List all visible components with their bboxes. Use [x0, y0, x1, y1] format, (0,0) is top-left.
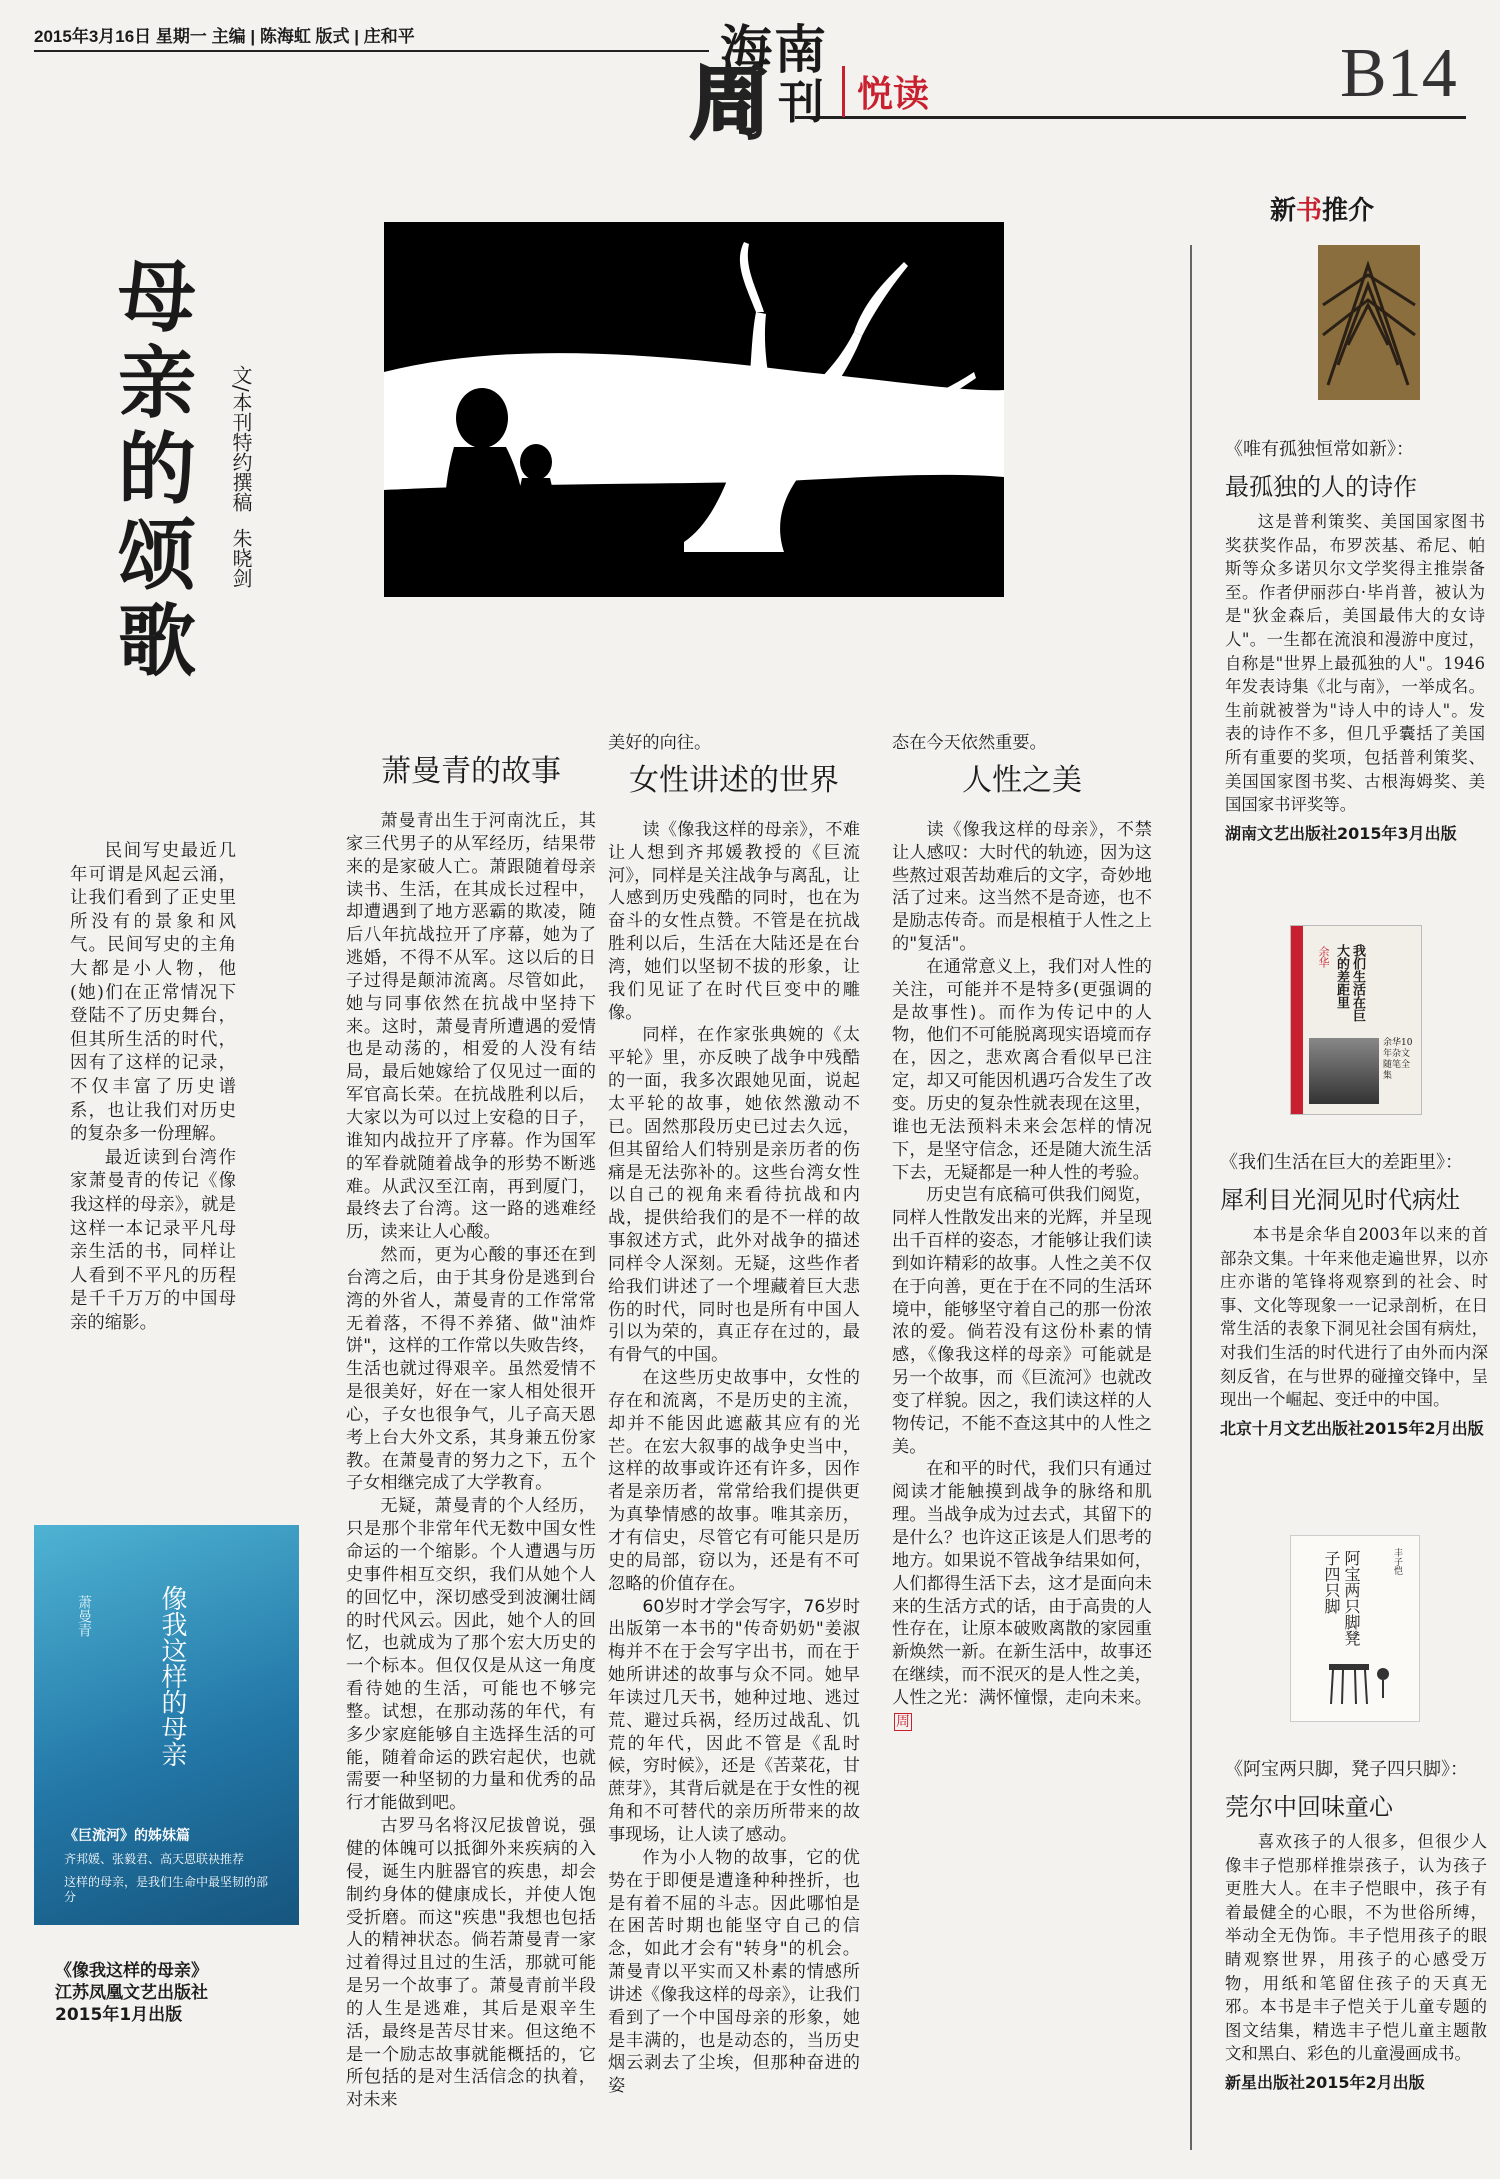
book-description: 这是普利策奖、美国国家图书奖获奖作品，布罗茨基、希尼、帕斯等众多诺贝尔文学奖得主推崇备至。作者伊丽莎白·毕肖普，被认为是"狄金森后，美国最伟大的女诗人"。一生都在流浪和漫游中度过，自称是"世界上最孤独的人"。1946年发表诗集《北与南》，一举成名。生前就被誉为"诗人中的诗人"。发表的诗作不多，但几乎囊括了美国所有重要的奖项，包括普利策奖、美国国家图书奖、古根海姆奖、美国国家书评奖等。 [1225, 512, 1485, 815]
book-subtitle: 莞尔中回味童心 [1225, 1793, 1393, 1821]
cover-title: 阿宝两只脚凳子四只脚 [1322, 1550, 1361, 1646]
body-text: 在和平的时代，我们只有通过阅读才能触摸到战争的脉络和肌理。当战争成为过去式，其留下的是什么？也许这正该是人们思考的地方。如果说不管战争结果如何，人们都得生活下去，这才是面向未来的生活方式的话，由于高贵的人性存在，让原本破败离散的家园重新焕然一新。在新生活中，故事还在继续，而不泯灭的是人性之美，人性之光：满怀憧憬，走向未来。 [892, 1459, 1152, 1708]
sidebar-divider [1190, 245, 1192, 2150]
book-name: 《阿宝两只脚，凳子四只脚》： [1225, 1759, 1468, 1780]
brand-kan: 刊 [778, 75, 824, 129]
heading-xin: 新 [1270, 196, 1297, 226]
article-title: 母亲的颂歌 [118, 253, 197, 687]
book-cover-poetry [1318, 245, 1420, 400]
body-paragraph: 无疑，萧曼青的个人经历，只是那个非常年代无数中国女性命运的一个缩影。个人遭遇与历史事件相互交织，我们从她个人的回忆中，深切感受到波澜壮阔的时代风云。因此，她个人的回忆，也就成为了那个宏大历史的一个标本。但仅仅是从这一角度看待她的生活，可能也不够完整。试想，在那动荡的年代，有多少家庭能够自主选择生活的可能，随着命运的跌宕起伏，也就需要一种坚韧的力量和优秀的品行才能做到吧。 [346, 1496, 596, 1814]
page-number: B14 [1340, 35, 1457, 112]
cover-author: 余华 [1317, 946, 1330, 968]
continued-text: 美好的向往。 [608, 733, 712, 753]
book-item-poetry [1225, 435, 1485, 844]
cover-title: 像我这样的母亲 [157, 1585, 187, 1767]
book-item-childhood [1225, 1755, 1487, 2093]
body-paragraph: 萧曼青出生于河南沈丘，其家三代男子的从军经历，结果带来的是家破人亡。萧跟随着母亲读书、生活，在其成长过程中，却遭遇到了地方恶霸的欺凌，随后八年抗战拉开了序幕，她为了逃婚，不得不从军。这以后的日子过得是颠沛流离。尽管如此，她与同事依然在抗战中坚持下来。这时，萧曼青所遭遇的爱情也是动荡的，相爱的人没有结局，最后她嫁给了仅见过一面的军官高长荣。在抗战胜利以后，大家以为可以过上安稳的日子，谁知内战拉开了序幕。作为国军的军眷就随着战争的形势不断逃难。从武汉至江南，再到厦门，最终去了台湾。这一路的逃难经历，读来让人心酸。 [346, 811, 596, 1243]
main-book-caption [55, 1960, 208, 2026]
new-books-heading [1270, 190, 1374, 227]
issue-date-line: 2015年3月16日 星期一 主编 | 陈海虹 版式 | 庄和平 [34, 27, 415, 46]
caption-line: 江苏凤凰文艺出版社 [55, 1983, 208, 2003]
heading-shu: 书 [1296, 196, 1323, 226]
body-paragraph: 历史岂有底稿可供我们阅览，同样人性散发出来的光辉，并呈现出千百样的姿态，才能够让我们读到如许精彩的故事。人性之美不仅在于向善，更在于在不同的生活环境中，能够坚守着自己的那一份浓浓的爱。倘若没有这份朴素的情感，《像我这样的母亲》可能就是另一个故事，而《巨流河》也就改变了样貌。因之，我们读这样的人物传记，不能不查这其中的人性之美。 [892, 1185, 1152, 1457]
body-paragraph: 在通常意义上，我们对人性的关注，可能并不是特多(更强调的是故事性)。而作为传记中的人物，他们不可能脱离现实语境而存在，因之，悲欢离合看似早已注定，却又可能因机遇巧合发生了改变。历史的复杂性就表现在这里，谁也无法预料未来会怎样的情况下，是坚守信念，还是随大流生活下去，无疑都是一种人性的考验。 [892, 956, 1152, 1183]
body-paragraph: 在这些历史故事中，女性的存在和流离，不是历史的主流，却并不能因此遮蔽其应有的光芒。在宏大叙事的战争史当中，这样的故事或许还有许多，因作者是亲历者，常常给我们提供更为真挚情感的故事。唯其亲历，才有信史，尽管它有可能只是历史的局部，窃以为，还是有不可忽略的价值存在。 [608, 1368, 860, 1594]
book-publisher: 北京十月文艺出版社2015年2月出版 [1220, 1418, 1484, 1438]
body-paragraph [892, 1458, 1152, 1733]
article-column-2 [608, 732, 860, 2098]
body-paragraph: 然而，更为心酸的事还在到台湾之后，由于其身份是逃到台湾的外省人，萧曼青的工作常常无着落，不得不养猪、做"油炸饼"，这样的工作常以失败告终，生活也就过得艰辛。虽然爱情不是很美好，好在一家人相处很开心，子女也很争气，儿子高天恩考上台大外文系，其身兼五份家教。在萧曼青的努力之下，五个子女相继完成了大学教育。 [346, 1245, 596, 1494]
brand-zhou: 周 [690, 57, 770, 150]
cover-author: 丰子恺 [1392, 1548, 1402, 1575]
continued-text: 态在今天依然重要。 [892, 733, 1047, 753]
article-column-1 [346, 746, 596, 2112]
heading-tail: 推介 [1322, 196, 1375, 226]
cover-note: 余华10年杂文随笔全集 [1383, 1038, 1413, 1081]
body-paragraph: 读《像我这样的母亲》，不禁让人感叹：大时代的轨迹，因为这些熬过艰苦劫难后的文字，奇妙地活了过来。这当然不是奇迹，也不是励志传奇。而是根植于人性之上的"复活"。 [892, 819, 1152, 955]
section-name: 悦读 [842, 66, 929, 117]
section-heading: 萧曼青的故事 [381, 754, 561, 789]
intro-paragraph: 最近读到台湾作家萧曼青的传记《像我这样的母亲》，就是这样一本记录平凡母亲生活的书，同样让人看到不平凡的历程是千千万万的中国母亲的缩影。 [70, 1147, 236, 1333]
byline [222, 355, 252, 588]
body-paragraph: 读《像我这样的母亲》，不难让人想到齐邦媛教授的《巨流河》，同样是关注战争与离乱，让人感到历史残酷的同时，也在为奋斗的女性点赞。不管是在抗战胜利以后，生活在大陆还是在台湾，她们以坚韧不拔的形象，让我们见证了在时代巨变中的雕像。 [608, 819, 860, 1023]
cover-tagline: 这样的母亲，是我们生命中最坚韧的部分 [64, 1875, 269, 1904]
mother-child-silhouette-photo [384, 222, 1004, 597]
book-name: 《唯有孤独恒常如新》： [1225, 439, 1414, 460]
caption-line: 《像我这样的母亲》 [55, 1961, 208, 1981]
book-publisher: 新星出版社2015年2月出版 [1225, 2072, 1425, 2092]
book-cover-childhood [1290, 1535, 1420, 1722]
byline-prefix: 文/本刊特约撰稿 [229, 365, 253, 512]
cover-sibling: 《巨流河》的姊妹篇 [64, 1828, 190, 1844]
cover-title: 我们生活在巨大的差距里 [1334, 944, 1365, 1022]
cover-photo [1309, 1038, 1379, 1104]
body-paragraph: 同样，在作家张典婉的《太平轮》里，亦反映了战争中残酷的一面，我多次跟她见面，说起太平轮的故事，她依然激动不已。固然那段历史已过去久远，但其留给人们特别是亲历者的伤痛是无法弥补的。这些台湾女性以自己的视角来看待抗战和内战，提供给我们的是不一样的故事叙述方式，此外对战争的描述同样令人深刻。无疑，这些作者给我们讲述了一个埋藏着巨大悲伤的时代，同时也是所有中国人引以为荣的，真正存在过的，最有骨气的中国。 [608, 1025, 860, 1366]
book-cover-main [34, 1525, 299, 1925]
book-description: 喜欢孩子的人很多，但很少人像丰子恺那样推崇孩子，认为孩子更胜大人。在丰子恺眼中，孩子有着最健全的心眼，不为世俗所缚，举动全无伪饰。丰子恺用孩子的眼睛观察世界，用孩子的心感受万物，用纸和笔留住孩子的天真无邪。本书是丰子恺关于儿童专题的图文结集，精选丰子恺儿童主题散文和黑白、彩色的儿童漫画成书。 [1225, 1832, 1487, 2064]
body-paragraph: 作为小人物的故事，它的优势在于即便是遭逢种种挫折，也是有着不屈的斗志。因此哪怕是在困苦时期也能坚守自己的信念，如此才会有"转身"的机会。萧曼青以平实而又朴素的情感所讲述《像我这样的母亲》，让我们看到了一个中国母亲的形象，她是丰满的，也是动态的，当历史烟云剥去了尘埃，但那种奋进的姿 [608, 1847, 860, 2097]
article-intro [70, 840, 236, 1335]
cover-author: 萧曼青 [76, 1595, 92, 1637]
book-subtitle: 犀利目光洞见时代病灶 [1220, 1186, 1460, 1214]
body-paragraph: 古罗马名将汉尼拔曾说，强健的体魄可以抵御外来疾病的入侵，诞生内脏器官的疾患，却会制约身体的健康成长，并使人饱受折磨。而这"疾患"我想也包括人的精神状态。倘若萧曼青一家过着得过且过的生活，那就可能是另一个故事了。萧曼青前半段的人生是逃难，其后是艰辛生活，最终是苦尽甘来。但这绝不是一个励志故事就能概括的，它所包括的是对生活信念的执着，对未来 [346, 1816, 596, 2111]
book-cover-gap [1290, 925, 1422, 1115]
end-mark: 周 [896, 1713, 910, 1730]
brand-hainan: 海南 [720, 21, 829, 81]
book-description: 本书是余华自2003年以来的首部杂文集。十年来他走遍世界，以亦庄亦谐的笔锋将观察到的社会、时事、文化等现象一一记录剖析，在日常生活的表象下洞见社会国有病灶，对我们生活的时代进行了由外而内深刻反省，在与世界的碰撞交锋中，呈现出一个崛起、变迁中的中国。 [1220, 1225, 1488, 1410]
child-stool-drawing [1309, 1654, 1399, 1712]
article-column-3 [892, 732, 1152, 1734]
masthead-rule [34, 50, 709, 52]
byline-author: 朱晓剑 [229, 528, 253, 589]
section-heading: 女性讲述的世界 [629, 762, 839, 798]
section-heading: 人性之美 [962, 762, 1082, 798]
book-publisher: 湖南文艺出版社2015年3月出版 [1225, 823, 1457, 843]
cover-spine [1291, 926, 1303, 1114]
body-paragraph: 60岁时才学会写字，76岁时出版第一本书的"传奇奶奶"姜淑梅并不在于会写字出书，而在于她所讲述的故事与众不同。她早年读过几天书，她种过地、逃过荒、避过兵祸，经历过战乱、饥荒的年代，因此不管是《乱时候，穷时候》，还是《苦菜花，甘蔗芽》，其背后就是在于女性的视角和不可替代的亲历所带来的故事现场，让人读了感动。 [608, 1596, 860, 1845]
book-subtitle: 最孤独的人的诗作 [1225, 473, 1417, 501]
cover-blurb: 齐邦媛、张毅君、高天恩联袂推荐 [64, 1852, 245, 1866]
book-item-gap [1220, 1148, 1488, 1439]
book-name: 《我们生活在巨大的差距里》： [1220, 1152, 1463, 1173]
intro-paragraph: 民间写史最近几年可谓是风起云涌，让我们看到了正史里所没有的景象和风气。民间写史的主角大都是小人物，他(她)们在正常情况下登陆不了历史舞台，但其所生活的时代，因有了这样的记录，不仅丰富了历史谱系，也让我们对历史的复杂多一份理解。 [70, 841, 236, 1145]
caption-line: 2015年1月出版 [55, 2005, 183, 2025]
